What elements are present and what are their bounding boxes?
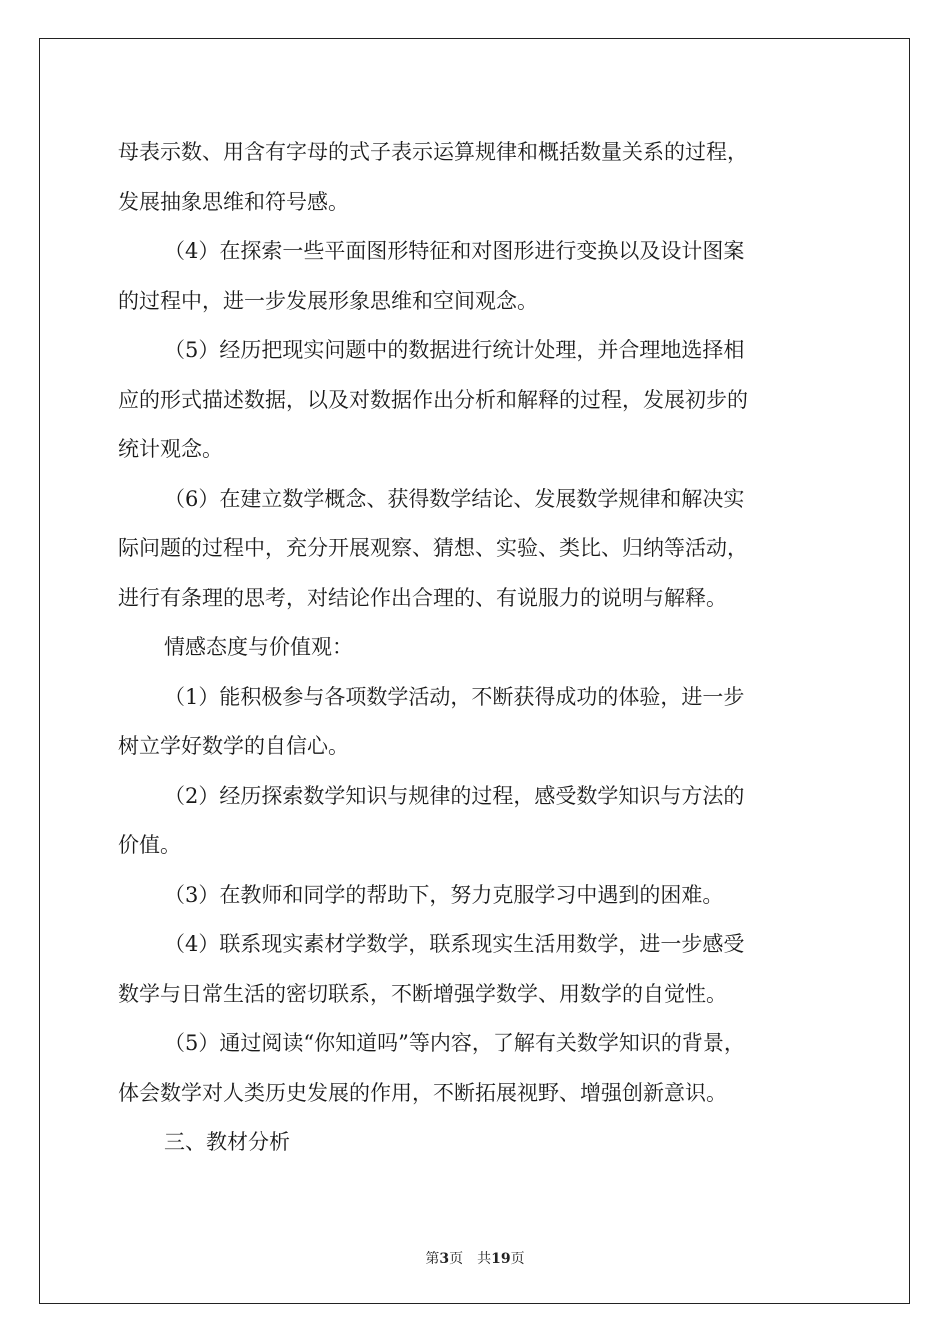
- paragraph-line: （6）在建立数学概念、获得数学结论、发展数学规律和解决实: [164, 486, 745, 511]
- page-suffix: 页: [449, 1251, 464, 1267]
- total-prefix: 共: [477, 1251, 492, 1267]
- paragraph-line: 进行有条理的思考，对结论作出合理的、有说服力的说明与解释。: [118, 585, 727, 610]
- paragraph-line: （3）在教师和同学的帮助下，努力克服学习中遇到的困难。: [164, 882, 724, 907]
- page-footer: [0, 1248, 950, 1268]
- section-heading: 三、教材分析: [164, 1130, 290, 1154]
- paragraph-line: （5）通过阅读“你知道吗”等内容，了解有关数学知识的背景，: [164, 1031, 745, 1055]
- paragraph-line: （1）能积极参与各项数学活动，不断获得成功的体验，进一步: [164, 684, 745, 709]
- page-prefix: 第: [425, 1251, 440, 1267]
- paragraph-line: 数学与日常生活的密切联系，不断增强学数学、用数学的自觉性。: [118, 981, 727, 1006]
- document-body: [118, 128, 838, 1168]
- paragraph-line: 的过程中，进一步发展形象思维和空间观念。: [118, 288, 538, 313]
- paragraph-line: 体会数学对人类历史发展的作用，不断拓展视野、增强创新意识。: [118, 1080, 727, 1105]
- paragraph-line: （2）经历探索数学知识与规律的过程，感受数学知识与方法的: [164, 783, 745, 808]
- total-suffix: 页: [510, 1251, 525, 1267]
- paragraph-line: 统计观念。: [118, 437, 223, 461]
- paragraph-line: 发展抽象思维和符号感。: [118, 189, 349, 214]
- paragraph-line: 母表示数、用含有字母的式子表示运算规律和概括数量关系的过程，: [118, 140, 748, 164]
- paragraph-line: 应的形式描述数据，以及对数据作出分析和解释的过程，发展初步的: [118, 387, 748, 412]
- paragraph-line: 价值。: [118, 833, 181, 857]
- paragraph-line: 树立学好数学的自信心。: [118, 734, 349, 758]
- current-page-number: 3: [439, 1251, 450, 1267]
- section-heading: 情感态度与价值观：: [164, 635, 353, 659]
- paragraph-line: （4）联系现实素材学数学，联系现实生活用数学，进一步感受: [164, 932, 745, 956]
- paragraph-line: （4）在探索一些平面图形特征和对图形进行变换以及设计图案: [164, 239, 745, 263]
- paragraph-line: （5）经历把现实问题中的数据进行统计处理，并合理地选择相: [164, 338, 745, 362]
- paragraph-line: 际问题的过程中，充分开展观察、猜想、实验、类比、归纳等活动，: [118, 536, 748, 560]
- total-page-count: 19: [491, 1251, 511, 1267]
